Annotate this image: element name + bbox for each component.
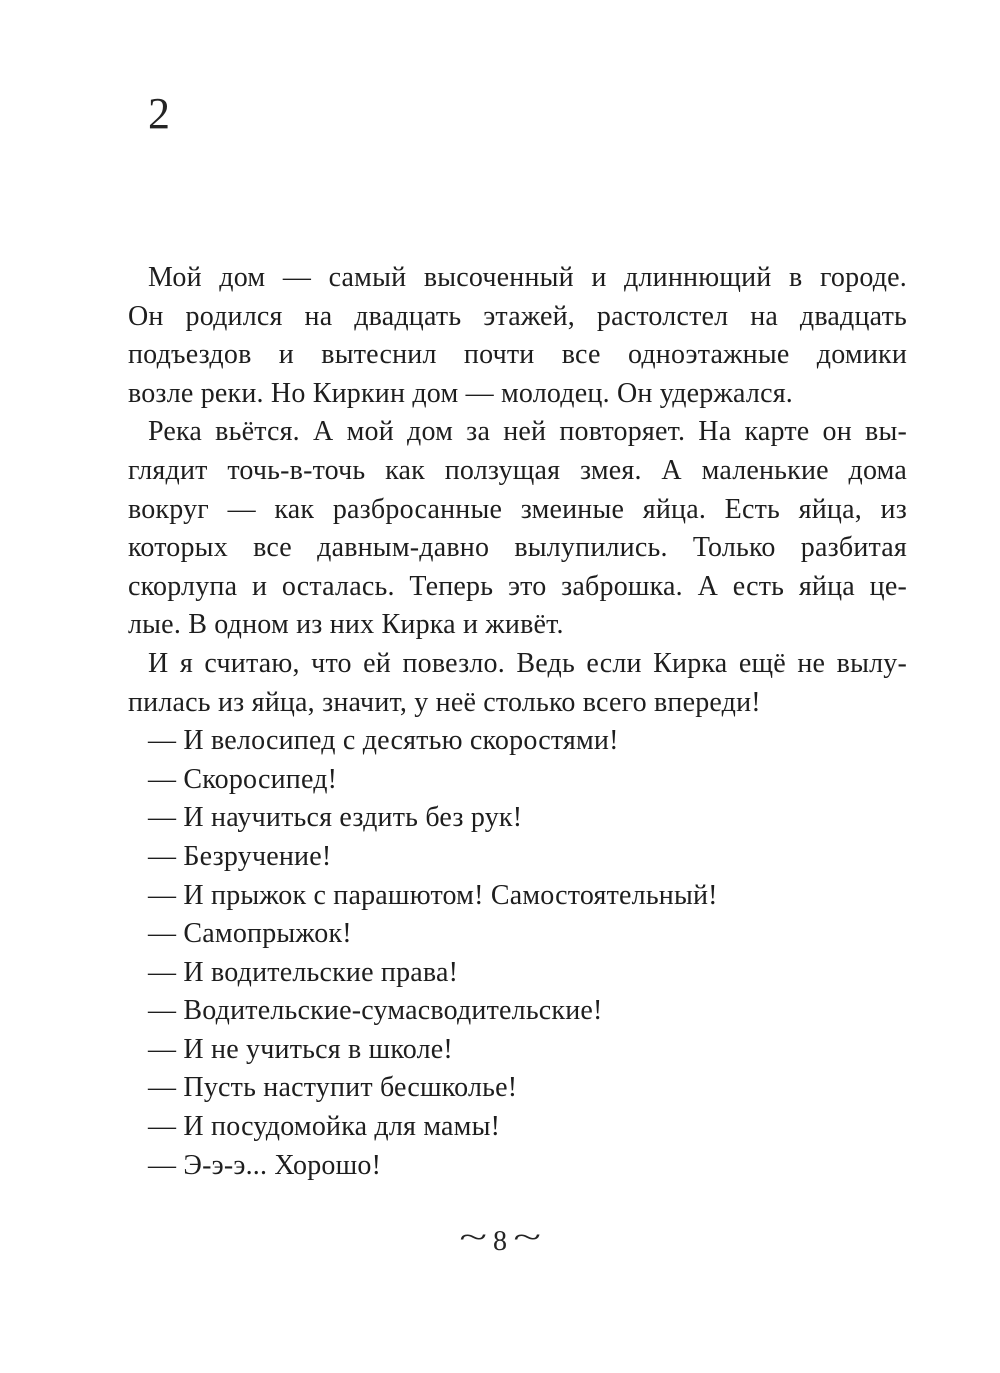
text-line: — И велосипед с десятью скоростями! [148,725,619,757]
text-line: — Пусть наступит бесшколье! [148,1072,518,1104]
page-footer [0,1221,1000,1258]
page-number: 8 [493,1226,507,1257]
text-line: — И прыжок с парашютом! Самостоятельный! [148,879,718,911]
text-line: глядит точь-в-точь как ползущая змея. А маленькие дома [128,454,907,486]
text-line: которых все давным-давно вылупились. Только разбитая [128,532,907,564]
text-line: — Э-э-э... Хорошо! [148,1149,382,1181]
chapter-number: 2 [148,89,170,138]
text-line: пилась из яйца, значит, у неё столько всего впереди! [128,686,761,718]
text-line: Река вьётся. А мой дом за ней повторяет. На карте он вы- [148,416,907,448]
paragraph [128,413,907,645]
paragraph [128,761,907,800]
text-line: лые. В одном из них Кирка и живёт. [128,609,564,641]
text-line: — И научиться ездить без рук! [148,802,523,834]
text-line: — Самопрыжок! [148,918,352,950]
paragraph [128,645,907,722]
text-line: — И посудомойка для мамы! [148,1111,501,1143]
paragraph [128,1147,907,1186]
text-line: подъездов и вытеснил почти все одноэтажные домики [128,339,907,371]
text-line: вокруг — как разбросанные змеиные яйца. Есть яйца, из [128,493,907,525]
text-line: — И не учиться в школе! [148,1033,453,1065]
tilde-ornament-right: ~ [513,1221,541,1254]
text-line: И я считаю, что ей повезло. Ведь если Кирка ещё не вылу- [148,647,907,679]
paragraph [128,992,907,1031]
paragraph [128,1069,907,1108]
paragraph [128,722,907,761]
text-line: возле реки. Но Киркин дом — молодец. Он удержался. [128,377,793,409]
paragraph [128,954,907,993]
text-line: — И водительские права! [148,956,459,988]
text-line: — Безручение! [148,840,332,872]
paragraph [128,1108,907,1147]
paragraph [128,799,907,838]
paragraph [128,877,907,916]
paragraph [128,915,907,954]
paragraph [128,259,907,413]
paragraph [128,1031,907,1070]
text-line: Мой дом — самый высоченный и длиннющий в городе. [148,262,907,293]
text-line: — Скоросипед! [148,763,338,795]
text-block [128,259,907,1185]
text-line: — Водительские-сумасводительские! [148,995,603,1027]
tilde-ornament-left: ~ [459,1221,487,1254]
paragraph [128,838,907,877]
text-line: скорлупа и осталась. Теперь это заброшка. А есть яйца це- [128,570,907,602]
text-line: Он родился на двадцать этажей, растолстел на двадцать [128,300,907,332]
